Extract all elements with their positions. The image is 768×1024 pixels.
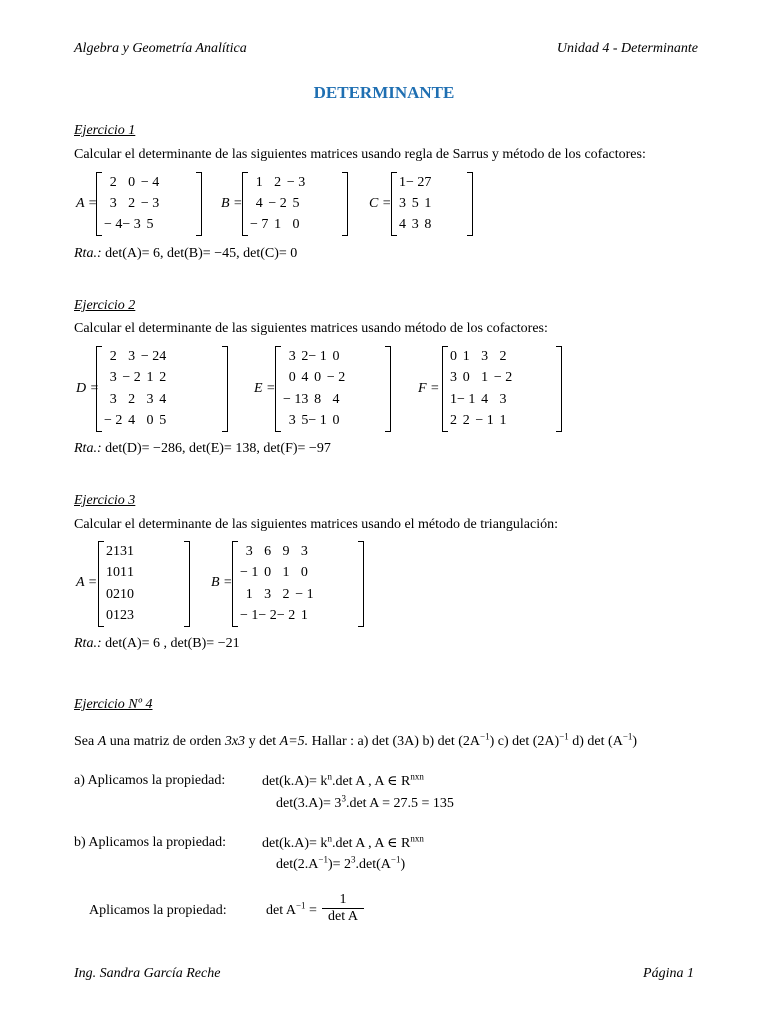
prop-part: .det(A: [355, 857, 391, 872]
prop-part: .det A , A ∈ R: [331, 774, 411, 789]
matrix-A1: [96, 172, 202, 236]
matrix-row: [450, 411, 512, 433]
matrix-row: [399, 193, 431, 214]
ej4-a-label: a) Aplicamos la propiedad:: [74, 773, 226, 788]
matrix-row: [399, 172, 431, 193]
matrix-cell: 0: [314, 370, 322, 386]
matrix-cell: 2: [274, 174, 282, 190]
prop-part: n: [327, 771, 332, 782]
matrix-cell: 0: [462, 370, 470, 386]
matrix-cell: 4: [399, 217, 406, 233]
matrix-cell: − 3: [140, 195, 160, 211]
matrix-cell: 8: [314, 391, 322, 407]
matrix-cell: 3: [127, 608, 134, 624]
stmt-part: −1: [559, 731, 569, 742]
matrix-cell: 5: [411, 195, 419, 211]
matrix-cell: 1: [255, 174, 263, 190]
matrix-row: [283, 411, 345, 433]
matrix-row: [240, 563, 314, 585]
matrix-row: [283, 368, 345, 390]
matrix-cell: 2: [450, 413, 457, 429]
matrix-cell: 1: [300, 608, 308, 624]
page-title: DETERMINANTE: [313, 83, 455, 102]
matrix-cell: − 2: [276, 608, 296, 624]
matrix-cell: 3: [300, 543, 308, 559]
ej1-answer: [74, 246, 297, 262]
fraction-inverse: [322, 892, 364, 925]
matrix-cell: 3: [399, 195, 406, 211]
matrix-C1: [391, 172, 473, 236]
label-E: E =: [254, 381, 276, 396]
header-right: Unidad 4 - Determinante: [556, 41, 698, 56]
matrix-cell: 2: [159, 370, 167, 386]
matrix-cell: 2: [499, 348, 507, 364]
matrix-cell: − 1: [283, 391, 302, 407]
matrix-cell: 8: [424, 217, 432, 233]
matrix-cell: 9: [282, 543, 290, 559]
ej4-heading: Ejercicio Nº 4: [74, 697, 153, 712]
matrix-A3: [98, 541, 190, 627]
matrix-cell: 2: [128, 391, 136, 407]
matrix-cell: − 2: [122, 370, 141, 386]
rta-label: Rta.:: [74, 441, 102, 456]
prop-part: nxn: [410, 771, 424, 782]
matrix-cell: 3: [288, 413, 296, 429]
ej4-c-label: Aplicamos la propiedad:: [89, 903, 227, 918]
prop-part: det(3.A)= 3: [276, 796, 342, 811]
matrix-cell: − 2: [258, 608, 277, 624]
matrix-cell: 3: [109, 195, 117, 211]
stmt-part: y det: [248, 734, 277, 749]
matrix-cell: 0: [264, 565, 272, 581]
matrix-cell: 1: [113, 608, 120, 624]
stmt-part: 3x3: [224, 734, 246, 749]
matrix-cell: 1: [120, 586, 127, 602]
ej4-b-result: [276, 854, 406, 873]
prop-part: )= 2: [327, 857, 352, 872]
matrix-cell: 1: [245, 586, 253, 602]
matrix-cell: 1: [127, 565, 134, 581]
matrix-cell: 1: [462, 348, 470, 364]
prop-part: det(2.A: [276, 857, 319, 872]
matrix-row: [104, 172, 159, 193]
label-D: D =: [76, 381, 100, 396]
ej3-rta: det(A)= 6 , det(B)= −21: [105, 636, 240, 651]
stmt-part: −1: [480, 731, 490, 742]
ej3-heading: Ejercicio 3: [74, 493, 136, 508]
matrix-row: [250, 215, 305, 236]
prop-part: .det A , A ∈ R: [331, 836, 411, 851]
header-left: Algebra y Geometría Analítica: [74, 41, 247, 56]
matrix-cell: − 1: [295, 586, 314, 602]
matrix-row: [240, 606, 314, 628]
matrix-row: [106, 563, 134, 585]
matrix-cell: − 3: [286, 174, 306, 190]
matrix-cell: − 2: [326, 370, 346, 386]
ej1-statement: Calcular el determinante de las siguientes matrices usando regla de Sarrus y método de los cofactores:: [74, 147, 646, 162]
matrix-cell: 3: [481, 348, 489, 364]
matrix-cell: − 1: [308, 413, 327, 429]
matrix-cell: 4: [332, 391, 340, 407]
matrix-cell: 2: [109, 174, 117, 190]
matrix-cell: 2: [109, 348, 117, 364]
matrix-cell: − 1: [475, 413, 494, 429]
matrix-D: [96, 346, 228, 432]
matrix-cell: 1: [499, 413, 507, 429]
matrix-row: [250, 172, 305, 193]
matrix-cell: 1: [282, 565, 290, 581]
matrix-row: [450, 346, 512, 368]
matrix-cell: 0: [128, 174, 136, 190]
ej4-b-label: b) Aplicamos la propiedad:: [74, 835, 227, 850]
matrix-row: [106, 541, 134, 563]
matrix-cell: 1: [274, 217, 282, 233]
matrix-cell: 3: [288, 348, 296, 364]
matrix-cell: 2: [282, 586, 290, 602]
prop-part: =: [309, 903, 317, 918]
matrix-cell: 0: [127, 586, 134, 602]
matrix-cell: 0: [332, 413, 340, 429]
matrix-cell: 1: [450, 391, 457, 407]
matrix-cell: − 2: [268, 195, 287, 211]
matrix-row: [106, 584, 134, 606]
matrix-cell: − 1: [240, 608, 259, 624]
matrix-cell: − 7: [250, 217, 269, 233]
ej3-statement: Calcular el determinante de las siguientes matrices usando el método de triangulación:: [74, 517, 559, 532]
fraction-denominator: det A: [322, 908, 364, 925]
matrix-cell: − 2: [493, 370, 513, 386]
matrix-row: [450, 368, 512, 390]
matrix-row: [104, 389, 166, 411]
matrix-cell: 3: [264, 586, 272, 602]
matrix-cell: 3: [120, 543, 127, 559]
matrix-cell: 4: [159, 391, 167, 407]
ej3-answer: [74, 636, 240, 652]
matrix-cell: − 1: [240, 565, 259, 581]
matrix-cell: 0: [106, 608, 113, 624]
prop-part: n: [327, 833, 332, 844]
prop-part: ): [400, 857, 406, 872]
matrix-cell: 1: [146, 370, 154, 386]
ej4-b-property: [262, 835, 424, 852]
prop-part: 3: [351, 854, 356, 865]
prop-part: 3: [341, 793, 346, 804]
matrix-cell: 0: [288, 370, 296, 386]
rta-label: Rta.:: [74, 246, 102, 261]
matrix-cell: 2: [462, 413, 470, 429]
matrix-row: [450, 389, 512, 411]
matrix-cell: − 1: [457, 391, 476, 407]
matrix-cell: 0: [146, 413, 154, 429]
matrix-cell: 3: [109, 370, 117, 386]
stmt-part: Hallar : a) det (3A) b) det: [311, 734, 455, 749]
matrix-cell: 0: [106, 586, 113, 602]
matrix-B1: [242, 172, 348, 236]
ej2-heading: Ejercicio 2: [74, 298, 136, 313]
stmt-part: (A: [608, 734, 623, 749]
matrix-cell: 2: [106, 543, 113, 559]
matrix-F: [442, 346, 562, 432]
stmt-part: A: [97, 734, 107, 749]
matrix-cell: − 4: [104, 217, 123, 233]
matrix-row: [106, 606, 134, 628]
matrix-cell: 4: [128, 413, 136, 429]
matrix-cell: 4: [301, 370, 309, 386]
matrix-cell: − 2: [104, 413, 123, 429]
matrix-cell: 5: [159, 413, 167, 429]
matrix-cell: − 2: [140, 348, 160, 364]
stmt-part: d) det: [572, 734, 605, 749]
stmt-part: A=5.: [279, 734, 309, 749]
matrix-B3: [232, 541, 364, 627]
prop-part: det A: [266, 903, 296, 918]
matrix-row: [250, 193, 305, 214]
matrix-cell: 2: [301, 348, 309, 364]
matrix-cell: 3: [499, 391, 507, 407]
matrix-cell: 0: [300, 565, 308, 581]
matrix-cell: 4: [255, 195, 263, 211]
matrix-cell: 3: [146, 391, 154, 407]
stmt-part: ) c) det: [489, 734, 530, 749]
stmt-part: (2A): [532, 734, 560, 749]
matrix-row: [104, 193, 159, 214]
label-A3: A =: [76, 575, 98, 590]
matrix-cell: 3: [109, 391, 117, 407]
prop-part: nxn: [410, 833, 424, 844]
matrix-cell: 3: [301, 391, 309, 407]
ej4-a-property: [262, 773, 424, 790]
stmt-part: Sea: [74, 734, 95, 749]
matrix-cell: 3: [450, 370, 457, 386]
matrix-cell: 2: [128, 195, 136, 211]
stmt-part: una matriz de orden: [109, 734, 222, 749]
matrix-cell: 3: [128, 348, 136, 364]
matrix-cell: 0: [113, 565, 120, 581]
matrix-cell: 1: [399, 174, 406, 190]
matrix-cell: − 3: [122, 217, 141, 233]
matrix-row: [283, 346, 345, 368]
matrix-cell: − 1: [308, 348, 327, 364]
matrix-row: [104, 215, 159, 236]
ej1-rta: det(A)= 6, det(B)= −45, det(C)= 0: [105, 246, 298, 261]
matrix-cell: 5: [292, 195, 300, 211]
prop-part: .det A = 27.5 = 135: [345, 796, 454, 811]
matrix-cell: − 4: [140, 174, 160, 190]
matrix-cell: 1: [113, 543, 120, 559]
matrix-cell: 0: [332, 348, 340, 364]
matrix-E: [275, 346, 391, 432]
footer-left: Ing. Sandra García Reche: [74, 966, 221, 981]
matrix-row: [104, 411, 166, 433]
matrix-cell: 4: [159, 348, 167, 364]
matrix-row: [283, 389, 345, 411]
stmt-part: −1: [622, 731, 633, 742]
stmt-part: ): [632, 734, 638, 749]
fraction-numerator: 1: [339, 892, 347, 907]
label-F: F =: [418, 381, 440, 396]
matrix-cell: 3: [245, 543, 253, 559]
ej2-statement: Calcular el determinante de las siguientes matrices usando método de los cofactores:: [74, 321, 548, 336]
matrix-cell: 1: [481, 370, 489, 386]
label-A1: A =: [76, 196, 98, 211]
stmt-part: (2A: [458, 734, 481, 749]
ej2-rta: det(D)= −286, det(E)= 138, det(F)= −97: [105, 441, 331, 456]
ej1-heading: Ejercicio 1: [74, 123, 136, 138]
matrix-row: [104, 368, 166, 390]
matrix-cell: 5: [301, 413, 309, 429]
matrix-cell: 6: [264, 543, 272, 559]
prop-part: det(k.A)= k: [262, 774, 328, 789]
matrix-cell: 2: [120, 608, 127, 624]
matrix-cell: 1: [127, 543, 134, 559]
matrix-cell: 0: [292, 217, 300, 233]
matrix-cell: 3: [411, 217, 419, 233]
matrix-row: [240, 584, 314, 606]
ej2-answer: [74, 441, 331, 457]
ej4-c-lhs: [266, 900, 317, 919]
matrix-cell: 1: [106, 565, 113, 581]
ej4-statement: [74, 731, 638, 750]
prop-part: −1: [295, 900, 306, 911]
rta-label: Rta.:: [74, 636, 102, 651]
matrix-cell: 5: [146, 217, 154, 233]
matrix-row: [240, 541, 314, 563]
ej4-a-result: [276, 793, 454, 812]
matrix-cell: 0: [450, 348, 457, 364]
matrix-row: [104, 346, 166, 368]
label-B1: B =: [221, 196, 243, 211]
matrix-cell: − 2: [406, 174, 425, 190]
prop-part: −1: [390, 854, 401, 865]
prop-part: det(k.A)= k: [262, 836, 328, 851]
matrix-row: [399, 215, 431, 236]
matrix-cell: 1: [424, 195, 432, 211]
matrix-cell: 7: [424, 174, 432, 190]
matrix-cell: 4: [481, 391, 489, 407]
prop-part: −1: [318, 854, 328, 865]
matrix-cell: 2: [113, 586, 120, 602]
label-B3: B =: [211, 575, 233, 590]
label-C1: C =: [369, 196, 392, 211]
footer-right: Página 1: [643, 966, 694, 981]
matrix-cell: 1: [120, 565, 127, 581]
